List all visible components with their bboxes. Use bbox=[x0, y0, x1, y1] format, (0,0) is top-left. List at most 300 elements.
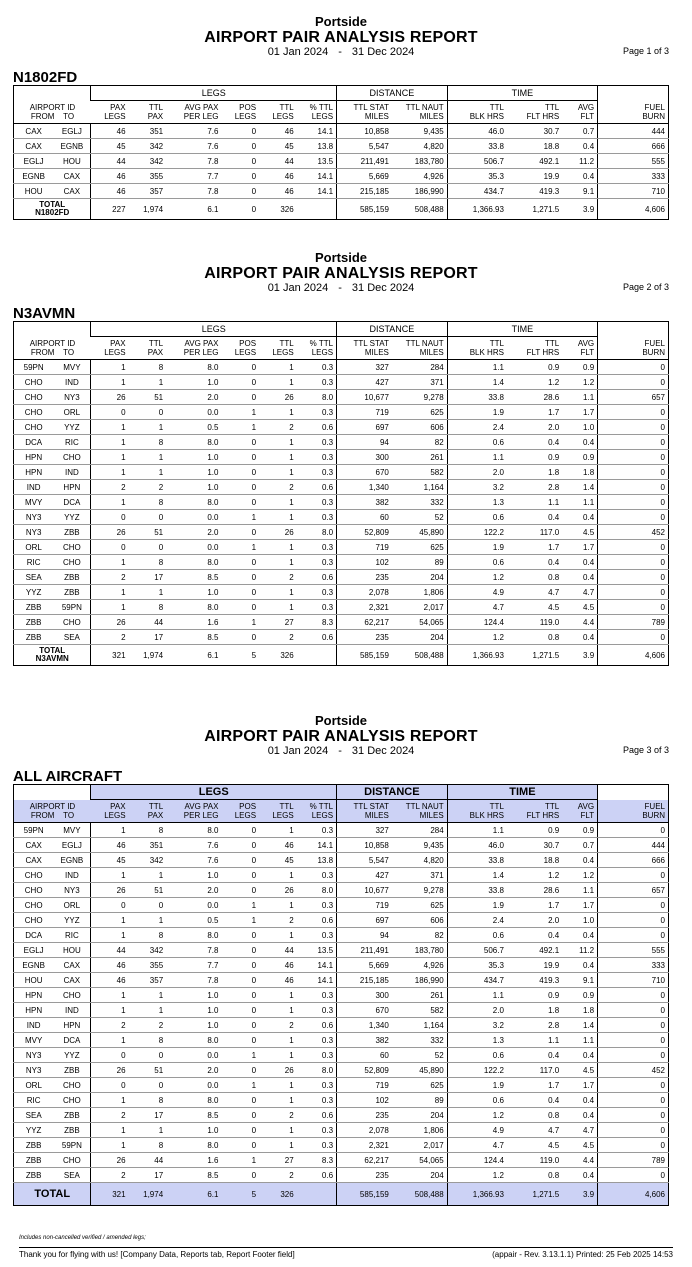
cell-value: 235 bbox=[337, 570, 392, 585]
cell-value: 261 bbox=[392, 450, 447, 465]
column-header-line: BURN bbox=[642, 810, 665, 820]
table-row bbox=[14, 838, 669, 853]
cell-value: 1.8 bbox=[507, 1003, 562, 1018]
cell-value: 1 bbox=[259, 868, 297, 883]
cell-value: 582 bbox=[392, 465, 447, 480]
cell-value: 8.0 bbox=[166, 1093, 221, 1108]
cell-value: 0.4 bbox=[507, 510, 562, 525]
cell-value: 0 bbox=[221, 124, 259, 139]
from-airport: HPN bbox=[14, 465, 54, 480]
cell-value: 0 bbox=[221, 973, 259, 988]
aircraft-tail: ALL AIRCRAFT bbox=[13, 768, 123, 785]
cell-value: 4,926 bbox=[392, 958, 447, 973]
column-header-line: TTL bbox=[148, 103, 164, 112]
column-header-line: POS bbox=[239, 103, 257, 112]
cell-value: 492.1 bbox=[507, 943, 562, 958]
cell-value: 1 bbox=[259, 540, 297, 555]
cell-value: 8.0 bbox=[297, 883, 337, 898]
date-range bbox=[13, 282, 669, 294]
cell-value: 45 bbox=[259, 139, 297, 154]
cell-value: 27 bbox=[259, 615, 297, 630]
cell-value: 52 bbox=[392, 1048, 447, 1063]
cell-value: 0.6 bbox=[447, 1048, 507, 1063]
cell-value: 8.0 bbox=[166, 360, 221, 375]
cell-value: 0.3 bbox=[297, 495, 337, 510]
cell-value: 44 bbox=[129, 1153, 167, 1168]
cell-value: 0.5 bbox=[166, 420, 221, 435]
cell-value: 8.0 bbox=[297, 390, 337, 405]
cell-value: 0.3 bbox=[297, 405, 337, 420]
column-header bbox=[337, 337, 392, 360]
column-header-line: AVG bbox=[577, 802, 595, 811]
column-header-line: % TTL bbox=[309, 802, 334, 811]
cell-value: 7.8 bbox=[166, 154, 221, 169]
cell-value: 0 bbox=[598, 823, 669, 838]
cell-value: 33.8 bbox=[447, 390, 507, 405]
cell-value: 1 bbox=[259, 555, 297, 570]
cell-value: 8.5 bbox=[166, 1168, 221, 1183]
cell-value: 0 bbox=[91, 510, 129, 525]
cell-value: 26 bbox=[259, 525, 297, 540]
footer-left-text: Thank you for flying with us! [Company Data, Reports tab, Report Footer field] bbox=[19, 1250, 295, 1259]
cell-value: 2,078 bbox=[337, 1123, 392, 1138]
cell-value: 46 bbox=[91, 958, 129, 973]
cell-value: 0 bbox=[221, 360, 259, 375]
column-header-line: POS bbox=[239, 339, 257, 348]
cell-value: 28.6 bbox=[507, 390, 562, 405]
cell-value: 62,217 bbox=[337, 615, 392, 630]
from-airport: CHO bbox=[14, 898, 54, 913]
cell-value: 0.4 bbox=[562, 510, 597, 525]
cell-value: 8.0 bbox=[166, 555, 221, 570]
cell-value: 1.2 bbox=[507, 375, 562, 390]
cell-value: 215,185 bbox=[337, 973, 392, 988]
column-header-line: LEGS bbox=[104, 811, 126, 820]
cell-value: 0 bbox=[598, 495, 669, 510]
cell-value: 4.7 bbox=[562, 585, 597, 600]
cell-value: 1 bbox=[129, 988, 167, 1003]
cell-value: 555 bbox=[598, 943, 669, 958]
cell-value: 1.9 bbox=[447, 540, 507, 555]
table-row bbox=[14, 898, 669, 913]
table-row bbox=[14, 913, 669, 928]
cell-value: 0 bbox=[221, 1168, 259, 1183]
from-airport: EGNB bbox=[14, 169, 54, 184]
cell-value: 4.5 bbox=[507, 600, 562, 615]
column-header bbox=[129, 337, 167, 360]
cell-value: 0 bbox=[221, 1123, 259, 1138]
table-row bbox=[14, 540, 669, 555]
cell-value: 1.0 bbox=[166, 465, 221, 480]
cell-value: 1.0 bbox=[562, 420, 597, 435]
cell-value: 1 bbox=[221, 510, 259, 525]
cell-value: 0.3 bbox=[297, 1123, 337, 1138]
column-header-line: TTL bbox=[545, 103, 560, 112]
footer-note: Includes non-cancelled verified / amended legs; bbox=[19, 1235, 146, 1241]
cell-value: 0 bbox=[598, 1018, 669, 1033]
cell-value: 17 bbox=[129, 570, 167, 585]
cell-value: 419.3 bbox=[507, 184, 562, 199]
cell-value: 0.6 bbox=[297, 913, 337, 928]
cell-value: 0.3 bbox=[297, 1093, 337, 1108]
cell-value: 452 bbox=[598, 525, 669, 540]
to-airport: CAX bbox=[53, 169, 91, 184]
cell-value: 4.5 bbox=[507, 1138, 562, 1153]
cell-value: 1,164 bbox=[392, 480, 447, 495]
cell-value: 45,890 bbox=[392, 525, 447, 540]
total-value bbox=[297, 1183, 337, 1206]
cell-value: 35.3 bbox=[447, 958, 507, 973]
company-name: Portside bbox=[314, 250, 367, 265]
cell-value: 1 bbox=[221, 1153, 259, 1168]
cell-value: 0 bbox=[221, 570, 259, 585]
total-value: 326 bbox=[259, 1183, 297, 1206]
cell-value: 1 bbox=[259, 375, 297, 390]
cell-value: 0 bbox=[598, 360, 669, 375]
cell-value: 0 bbox=[598, 928, 669, 943]
cell-value: 0 bbox=[221, 868, 259, 883]
cell-value: 0 bbox=[598, 1123, 669, 1138]
page-number: Page 2 of 3 bbox=[622, 282, 669, 292]
column-header-line: BURN bbox=[642, 111, 665, 121]
cell-value: 204 bbox=[392, 1168, 447, 1183]
cell-value: 10,858 bbox=[337, 838, 392, 853]
column-header-line: AVG PAX bbox=[184, 802, 219, 811]
total-value: 326 bbox=[259, 199, 297, 220]
from-airport: ZBB bbox=[14, 600, 54, 615]
cell-value: 2 bbox=[91, 630, 129, 645]
column-header-line: TTL bbox=[489, 103, 504, 112]
column-header bbox=[259, 101, 297, 124]
from-airport: HPN bbox=[14, 988, 54, 1003]
cell-value: 1 bbox=[91, 420, 129, 435]
table-row bbox=[14, 510, 669, 525]
cell-value: 44 bbox=[259, 943, 297, 958]
cell-value: 0.3 bbox=[297, 928, 337, 943]
cell-value: 0 bbox=[221, 435, 259, 450]
cell-value: 8.0 bbox=[166, 495, 221, 510]
to-airport: EGLJ bbox=[53, 838, 91, 853]
cell-value: 9,435 bbox=[392, 838, 447, 853]
cell-value: 0 bbox=[221, 838, 259, 853]
cell-value: 0.3 bbox=[297, 465, 337, 480]
cell-value: 261 bbox=[392, 988, 447, 1003]
from-airport: CAX bbox=[14, 838, 54, 853]
cell-value: 94 bbox=[337, 435, 392, 450]
page-number: Page 1 of 3 bbox=[622, 46, 669, 56]
cell-value: 0.8 bbox=[507, 630, 562, 645]
cell-value: 0 bbox=[91, 1048, 129, 1063]
cell-value: 0.3 bbox=[297, 1048, 337, 1063]
cell-value: 1 bbox=[221, 615, 259, 630]
from-airport: ZBB bbox=[14, 1168, 54, 1183]
cell-value: 0 bbox=[598, 600, 669, 615]
cell-value: 19.9 bbox=[507, 958, 562, 973]
cell-value: 1 bbox=[91, 928, 129, 943]
table-row bbox=[14, 375, 669, 390]
cell-value: 183,780 bbox=[392, 154, 447, 169]
cell-value: 1 bbox=[129, 375, 167, 390]
time-group-header: TIME bbox=[447, 322, 597, 337]
cell-value: 0.4 bbox=[562, 630, 597, 645]
cell-value: 1 bbox=[91, 585, 129, 600]
group-header-row bbox=[14, 322, 669, 337]
cell-value: 3.2 bbox=[447, 480, 507, 495]
cell-value: 0.9 bbox=[507, 360, 562, 375]
column-header-line: TTL STAT bbox=[353, 339, 389, 348]
cell-value: 0 bbox=[598, 988, 669, 1003]
from-airport: CAX bbox=[14, 139, 54, 154]
cell-value: 1.3 bbox=[447, 495, 507, 510]
cell-value: 0.0 bbox=[166, 1078, 221, 1093]
column-header-line: MILES bbox=[364, 348, 389, 357]
column-header-line: LEGS bbox=[272, 112, 294, 121]
cell-value: 2 bbox=[259, 480, 297, 495]
cell-value: 235 bbox=[337, 1108, 392, 1123]
cell-value: 382 bbox=[337, 1033, 392, 1048]
cell-value: 1.8 bbox=[507, 465, 562, 480]
from-airport: DCA bbox=[14, 928, 54, 943]
cell-value: 0 bbox=[221, 139, 259, 154]
table-row bbox=[14, 853, 669, 868]
to-airport: RIC bbox=[53, 435, 91, 450]
group-header-row bbox=[14, 785, 669, 800]
cell-value: 1 bbox=[259, 928, 297, 943]
cell-value: 710 bbox=[598, 184, 669, 199]
from-airport: ZBB bbox=[14, 615, 54, 630]
from-airport: CAX bbox=[14, 853, 54, 868]
cell-value: 0.8 bbox=[507, 1108, 562, 1123]
column-header bbox=[297, 101, 337, 124]
column-header bbox=[392, 337, 447, 360]
cell-value: 60 bbox=[337, 1048, 392, 1063]
time-group-header: TIME bbox=[447, 86, 597, 101]
cell-value: 1.4 bbox=[562, 1018, 597, 1033]
cell-value: 2 bbox=[259, 420, 297, 435]
cell-value: 0 bbox=[598, 420, 669, 435]
column-header bbox=[562, 800, 597, 823]
cell-value: 0.9 bbox=[562, 823, 597, 838]
cell-value: 46.0 bbox=[447, 838, 507, 853]
column-header-line: LEGS bbox=[311, 348, 334, 357]
cell-value: 1 bbox=[259, 465, 297, 480]
cell-value: 2 bbox=[91, 1108, 129, 1123]
column-header bbox=[14, 337, 91, 360]
cell-value: 186,990 bbox=[392, 973, 447, 988]
column-header-line: TTL NAUT bbox=[405, 802, 444, 811]
cell-value: 371 bbox=[392, 868, 447, 883]
total-value: 321 bbox=[91, 1183, 129, 1206]
cell-value: 46 bbox=[91, 184, 129, 199]
total-label-tail: N3AVMN bbox=[35, 654, 69, 663]
cell-value: 719 bbox=[337, 405, 392, 420]
cell-value: 1.0 bbox=[166, 480, 221, 495]
cell-value: 0.8 bbox=[507, 1168, 562, 1183]
column-header-line: FUEL bbox=[644, 338, 665, 348]
cell-value: 35.3 bbox=[447, 169, 507, 184]
from-airport: 59PN bbox=[14, 360, 54, 375]
cell-value: 9,278 bbox=[392, 390, 447, 405]
cell-value: 0.7 bbox=[562, 124, 597, 139]
total-value: 585,159 bbox=[337, 645, 392, 666]
cell-value: 1 bbox=[91, 360, 129, 375]
table-row bbox=[14, 184, 669, 199]
cell-value: 26 bbox=[91, 390, 129, 405]
cell-value: 33.8 bbox=[447, 883, 507, 898]
cell-value: 117.0 bbox=[507, 525, 562, 540]
to-airport: ZBB bbox=[53, 1123, 91, 1138]
cell-value: 0.4 bbox=[562, 1048, 597, 1063]
column-header-row bbox=[14, 337, 669, 360]
cell-value: 0.4 bbox=[507, 555, 562, 570]
cell-value: 1.2 bbox=[562, 375, 597, 390]
cell-value: 2.0 bbox=[166, 390, 221, 405]
column-header-row bbox=[14, 101, 669, 124]
to-airport: CHO bbox=[53, 988, 91, 1003]
cell-value: 1.8 bbox=[562, 1003, 597, 1018]
total-value: 3.9 bbox=[562, 199, 597, 220]
column-header-line: PAX bbox=[147, 811, 164, 820]
cell-value: 1 bbox=[91, 1033, 129, 1048]
table-row bbox=[14, 1123, 669, 1138]
to-airport: ZBB bbox=[53, 1063, 91, 1078]
column-header-line: FROM TO bbox=[30, 347, 75, 357]
cell-value: 4,820 bbox=[392, 853, 447, 868]
from-airport: CHO bbox=[14, 375, 54, 390]
cell-value: 51 bbox=[129, 1063, 167, 1078]
table-row bbox=[14, 1033, 669, 1048]
from-airport: HPN bbox=[14, 450, 54, 465]
cell-value: 82 bbox=[392, 928, 447, 943]
cell-value: 625 bbox=[392, 405, 447, 420]
to-airport: 59PN bbox=[53, 1138, 91, 1153]
cell-value: 8.0 bbox=[166, 1138, 221, 1153]
cell-value: 1.1 bbox=[447, 450, 507, 465]
cell-value: 26 bbox=[91, 525, 129, 540]
cell-value: 26 bbox=[259, 1063, 297, 1078]
cell-value: 1.7 bbox=[562, 405, 597, 420]
date-to: 31 Dec 2024 bbox=[351, 46, 415, 58]
date-from: 01 Jan 2024 bbox=[267, 46, 329, 58]
cell-value: 1.1 bbox=[562, 495, 597, 510]
cell-value: 44 bbox=[91, 943, 129, 958]
cell-value: 1 bbox=[91, 450, 129, 465]
cell-value: 1 bbox=[129, 585, 167, 600]
column-header bbox=[337, 101, 392, 124]
cell-value: 1.4 bbox=[562, 480, 597, 495]
cell-value: 1 bbox=[259, 823, 297, 838]
cell-value: 0 bbox=[221, 1093, 259, 1108]
cell-value: 0.4 bbox=[562, 139, 597, 154]
total-value: 508,488 bbox=[392, 1183, 447, 1206]
cell-value: 0.6 bbox=[447, 928, 507, 943]
cell-value: 8.3 bbox=[297, 1153, 337, 1168]
to-airport: IND bbox=[53, 868, 91, 883]
cell-value: 4.7 bbox=[507, 585, 562, 600]
total-value: 227 bbox=[91, 199, 129, 220]
table-row bbox=[14, 585, 669, 600]
cell-value: 4.5 bbox=[562, 1063, 597, 1078]
to-airport: 59PN bbox=[53, 600, 91, 615]
total-label bbox=[14, 1183, 91, 1206]
from-airport: NY3 bbox=[14, 1063, 54, 1078]
column-header bbox=[166, 101, 221, 124]
column-header-line: TTL bbox=[489, 339, 504, 348]
from-airport: YYZ bbox=[14, 585, 54, 600]
cell-value: 444 bbox=[598, 124, 669, 139]
cell-value: 1.1 bbox=[447, 360, 507, 375]
cell-value: 0.4 bbox=[507, 928, 562, 943]
cell-value: 8.0 bbox=[297, 1063, 337, 1078]
cell-value: 625 bbox=[392, 540, 447, 555]
to-airport: CHO bbox=[53, 1093, 91, 1108]
from-airport: IND bbox=[14, 1018, 54, 1033]
cell-value: 2,017 bbox=[392, 600, 447, 615]
cell-value: 1 bbox=[129, 1123, 167, 1138]
cell-value: 670 bbox=[337, 1003, 392, 1018]
cell-value: 0 bbox=[221, 600, 259, 615]
cell-value: 211,491 bbox=[337, 943, 392, 958]
column-header-line: TTL bbox=[544, 802, 560, 811]
cell-value: 0 bbox=[598, 555, 669, 570]
cell-value: 8.0 bbox=[166, 600, 221, 615]
cell-value: 1.0 bbox=[166, 375, 221, 390]
cell-value: 94 bbox=[337, 928, 392, 943]
column-header bbox=[392, 800, 447, 823]
cell-value: 666 bbox=[598, 853, 669, 868]
to-airport: DCA bbox=[53, 1033, 91, 1048]
table-row bbox=[14, 124, 669, 139]
column-header bbox=[129, 800, 167, 823]
cell-value: 1 bbox=[91, 375, 129, 390]
cell-value: 2.8 bbox=[507, 480, 562, 495]
table-row bbox=[14, 868, 669, 883]
column-header bbox=[507, 101, 562, 124]
table-row bbox=[14, 169, 669, 184]
column-header-line: BLK HRS bbox=[469, 348, 504, 357]
to-airport: ZBB bbox=[53, 570, 91, 585]
cell-value: 1.1 bbox=[447, 988, 507, 1003]
cell-value: 710 bbox=[598, 973, 669, 988]
cell-value: 0 bbox=[129, 1048, 167, 1063]
cell-value: 1.1 bbox=[507, 495, 562, 510]
from-airport: NY3 bbox=[14, 525, 54, 540]
cell-value: 1.0 bbox=[166, 1123, 221, 1138]
total-label bbox=[14, 645, 91, 666]
cell-value: 342 bbox=[129, 943, 167, 958]
cell-value: 211,491 bbox=[337, 154, 392, 169]
report-page-1 bbox=[13, 14, 669, 220]
column-header-line: AVG bbox=[577, 103, 595, 112]
total-value: 508,488 bbox=[392, 199, 447, 220]
column-header-line: POS bbox=[239, 802, 257, 811]
cell-value: 7.6 bbox=[166, 124, 221, 139]
cell-value: 0.4 bbox=[507, 1048, 562, 1063]
total-value: 4,606 bbox=[598, 645, 669, 666]
to-airport: CAX bbox=[53, 958, 91, 973]
cell-value: 117.0 bbox=[507, 1063, 562, 1078]
column-header-line: FLT bbox=[580, 348, 595, 357]
cell-value: 14.1 bbox=[297, 973, 337, 988]
column-header-line: TTL bbox=[279, 802, 294, 811]
cell-value: 17 bbox=[129, 1108, 167, 1123]
cell-value: 0.3 bbox=[297, 898, 337, 913]
cell-value: 51 bbox=[129, 525, 167, 540]
from-airport: SEA bbox=[14, 570, 54, 585]
cell-value: 1.7 bbox=[507, 540, 562, 555]
column-header-line: PER LEG bbox=[183, 811, 219, 820]
column-header-line: TTL bbox=[279, 103, 294, 112]
